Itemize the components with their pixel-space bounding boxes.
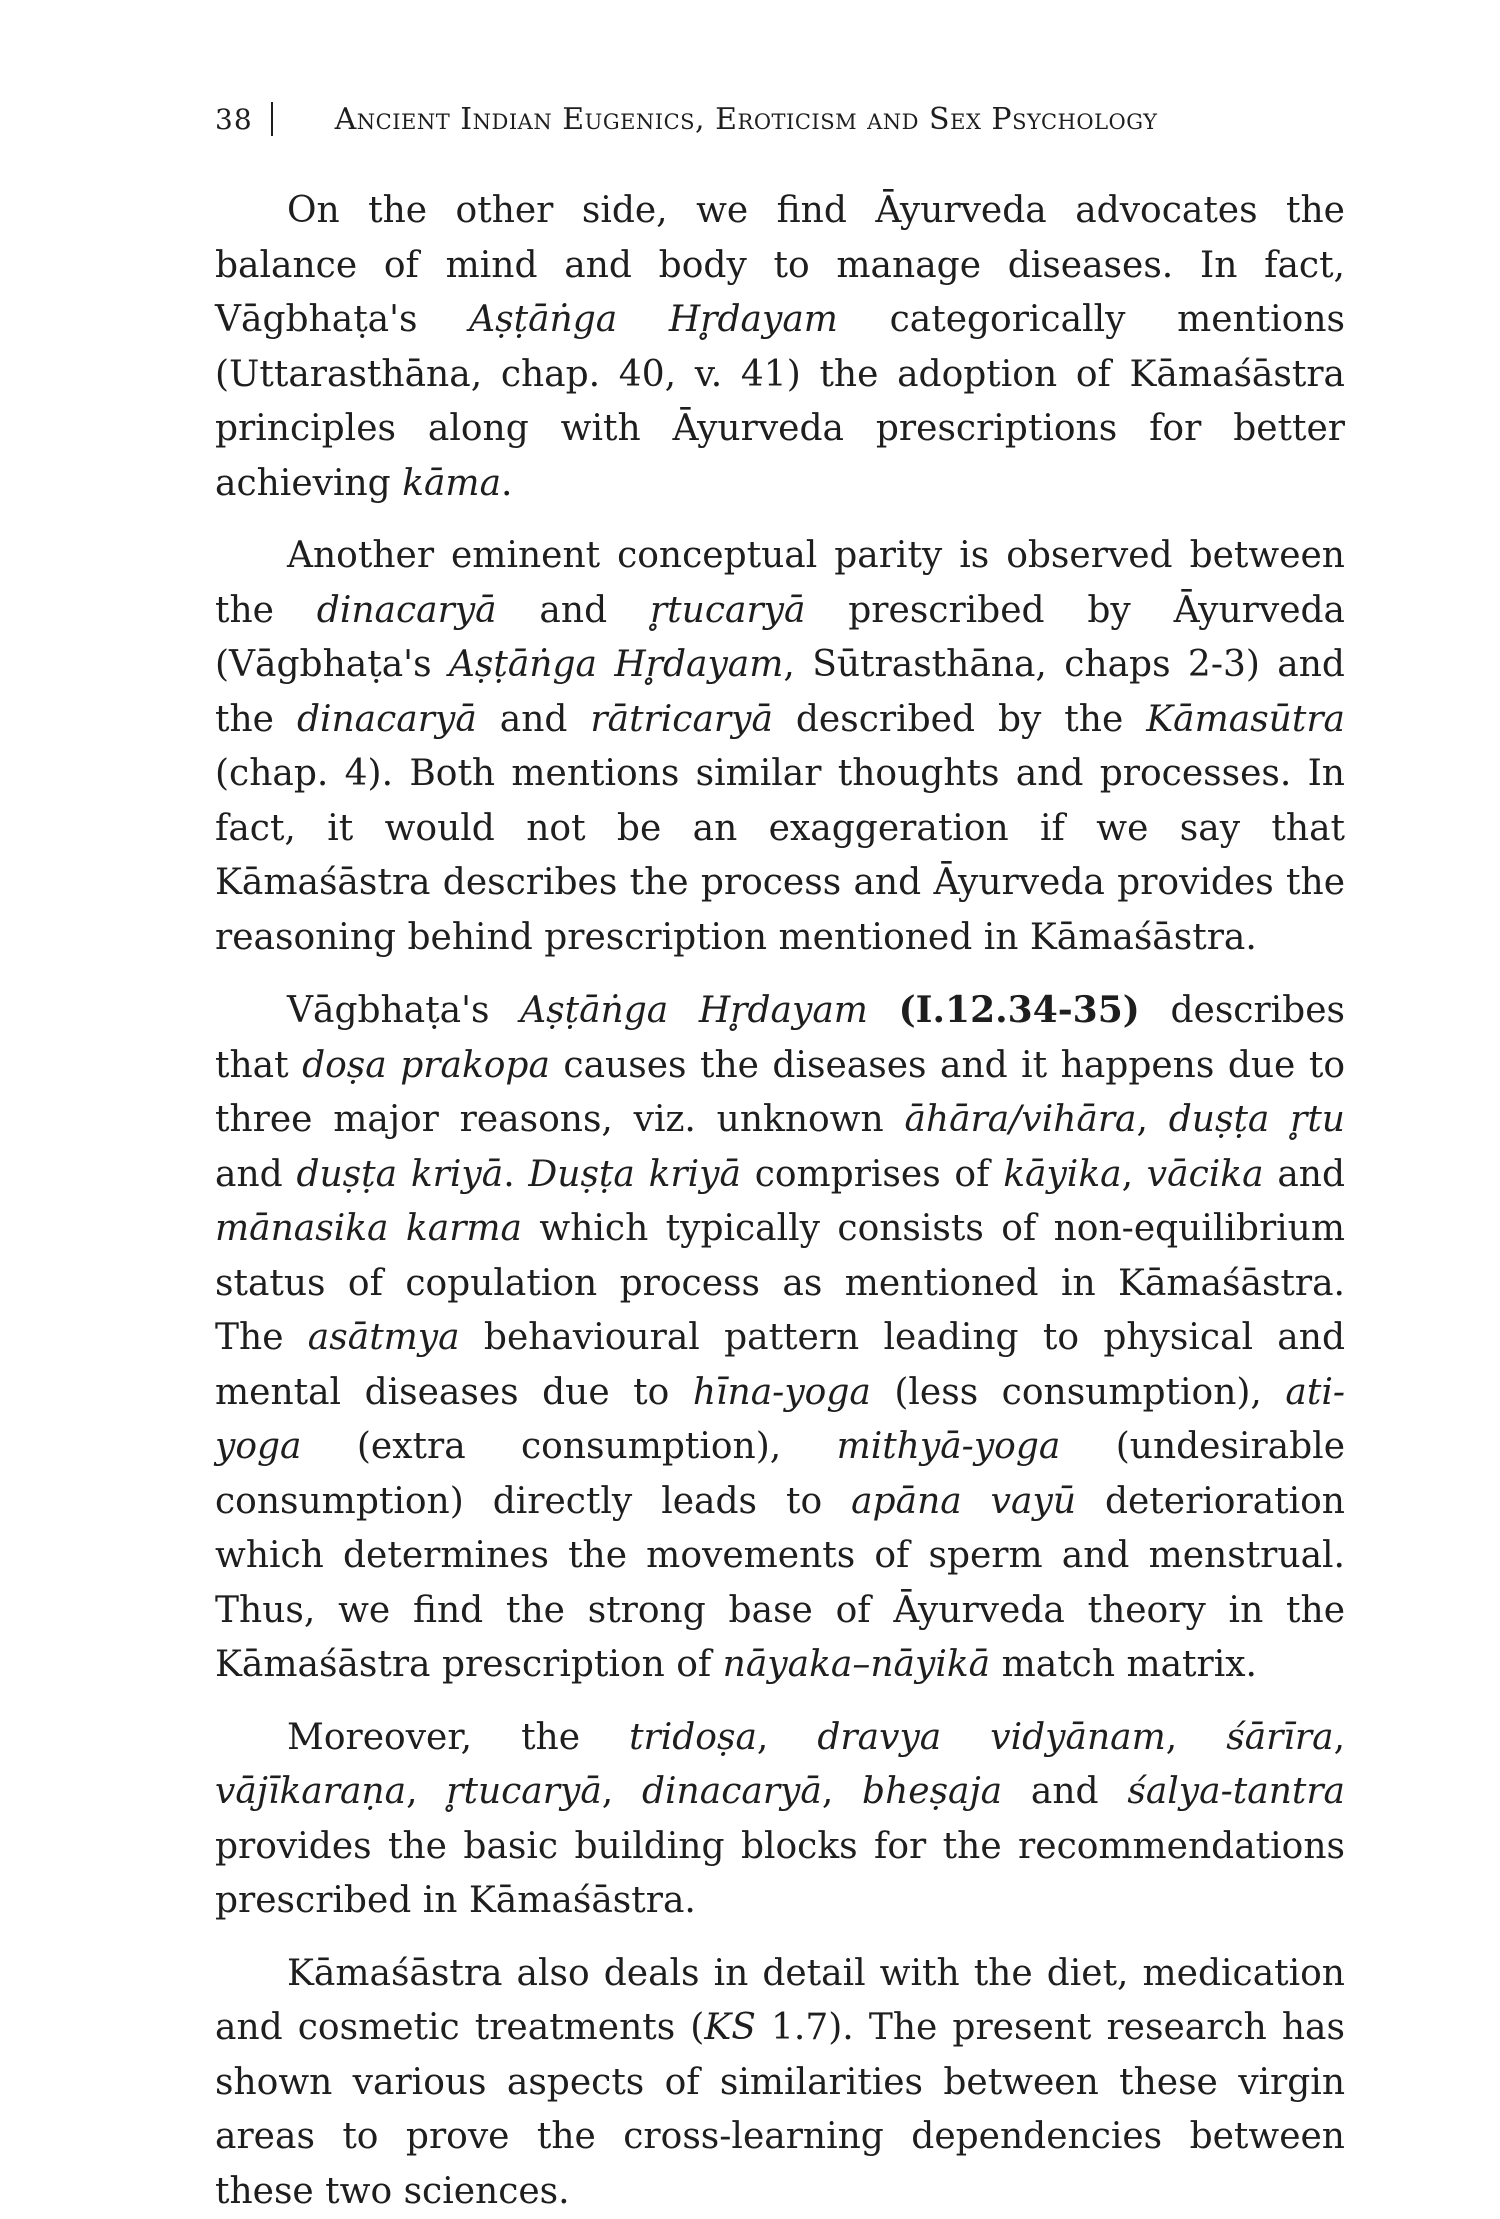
text-run: and [477,699,591,740]
page-number: 38 [215,103,253,136]
text-run: , [602,1771,642,1812]
text-run: , [757,1717,817,1758]
paragraph [215,529,1345,965]
text-run: which typically consists of non-equilibrium status of copulation process as mentioned in Kāmaśāstra. The [215,1208,1345,1358]
text-run: comprises of [741,1154,1003,1195]
text-run: On the other side, we find Āyurveda advocates the balance of mind and body to manage diseases. In fact, Vāgbhaṭa's [215,190,1345,340]
italic-term: vācika [1147,1154,1264,1195]
italic-term: nāyaka–nāyikā [723,1644,991,1685]
text-run: prescribed by Āyurveda (Vāgbhaṭa's [215,590,1345,686]
bold-reference: (I.12.34-35) [899,989,1140,1031]
italic-term: Kāmasūtra [1146,699,1345,740]
text-run: Vāgbhaṭa's [287,990,520,1031]
italic-term: kāyika [1003,1154,1121,1195]
text-run: describes that [215,990,1345,1086]
paragraph [215,184,1345,511]
book-page [215,90,1345,1950]
italic-term: dinacaryā [317,590,497,631]
text-run: causes the diseases and it happens due to three major reasons, viz. unknown [215,1045,1345,1141]
italic-term: mānasika karma [215,1208,522,1249]
text-run: , [822,1771,862,1812]
text-run: Kāmaśāstra also deals in detail with the diet, medication and cosmetic treatments ( [215,1953,1345,2049]
text-run: match matrix. [990,1644,1257,1685]
text-run: . [501,463,512,504]
italic-term: vājīkaraṇa [215,1771,406,1812]
italic-term: Aṣṭāṅga Hr̥dayam [469,299,838,340]
italic-term: śalya-tantra [1127,1771,1345,1812]
paragraph [215,1947,1345,2219]
italic-term: asātmya [308,1317,460,1358]
text-run: behavioural pattern leading to physical and mental diseases due to [215,1317,1345,1413]
text-run: , Sūtrasthāna, chaps 2-3) and the [215,644,1345,740]
text-run: (undesirable consumption) directly leads to [215,1426,1345,1522]
italic-term: mithyā-yoga [837,1426,1061,1467]
italic-term: Aṣṭāṅga Hr̥dayam [520,990,868,1031]
paragraph [215,1711,1345,1929]
text-run: , [1166,1717,1226,1758]
italic-term: doṣa prakopa [302,1045,550,1086]
text-run: . [503,1154,528,1195]
italic-term: dravya vidyānam [817,1717,1165,1758]
text-run: , [1122,1154,1147,1195]
italic-term: tridoṣa [629,1717,757,1758]
text-run: , [1334,1717,1345,1758]
italic-term: r̥tucaryā [446,1771,602,1812]
italic-term: r̥tucaryā [650,590,806,631]
paragraph [215,983,1345,1693]
text-run: (extra consumption), [302,1426,837,1467]
text-run: Another eminent conceptual parity is observed between the [215,535,1345,631]
italic-term: āhāra/vihāra [904,1099,1136,1140]
italic-term: Duṣṭa kriyā [528,1154,741,1195]
text-run [868,990,899,1031]
italic-term: ati-yoga [215,1372,1345,1468]
italic-term: dinacaryā [642,1771,822,1812]
text-run: , [1137,1099,1169,1140]
text-run: 1.7). The present research has shown various aspects of similarities between these virgin areas to prove the cross-learning dependencies between these two sciences. [215,2007,1345,2212]
text-run: described by the [773,699,1146,740]
italic-term: Aṣṭāṅga Hr̥dayam [449,644,784,685]
italic-term: hīna-yoga [693,1372,871,1413]
text-run: Moreover, the [287,1717,629,1758]
text-run: (chap. 4). Both mentions similar thoughts and processes. In fact, it would not be an exaggeration if we say that Kāmaśāstra describes the process and Āyurveda provides the reasoning behind prescription mentioned in Kāmaśāstra. [215,753,1345,958]
body-text [215,184,1345,2219]
text-run: provides the basic building blocks for the recommendations prescribed in Kāmaśāstra. [215,1826,1345,1922]
italic-term: duṣṭa r̥tu [1169,1099,1345,1140]
text-run: and [1002,1771,1127,1812]
running-title: Ancient Indian Eugenics, Eroticism and Sex Psychology [335,102,1158,137]
text-run: categorically mentions (Uttarasthāna, chap. 40, v. 41) the adoption of Kāmaśāstra principles along with Āyurveda prescriptions for better achieving [215,299,1345,504]
text-run: and [215,1154,296,1195]
italic-term: śārīra [1226,1717,1333,1758]
italic-term: duṣṭa kriyā [296,1154,503,1195]
italic-term: kāma [402,463,501,504]
italic-term: rātricaryā [590,699,773,740]
header-divider [271,102,273,136]
italic-term: bheṣaja [862,1771,1002,1812]
text-run: and [497,590,650,631]
italic-term: apāna vayū [851,1481,1076,1522]
text-run: deterioration which determines the movements of sperm and menstrual. Thus, we find the strong base of Āyurveda theory in the Kāmaśāstra prescription of [215,1481,1345,1686]
running-header [215,94,1345,144]
italic-term: dinacaryā [297,699,477,740]
text-run: and [1264,1154,1345,1195]
text-run: , [406,1771,446,1812]
text-run: (less consumption), [871,1372,1286,1413]
italic-term: KS [704,2007,756,2048]
